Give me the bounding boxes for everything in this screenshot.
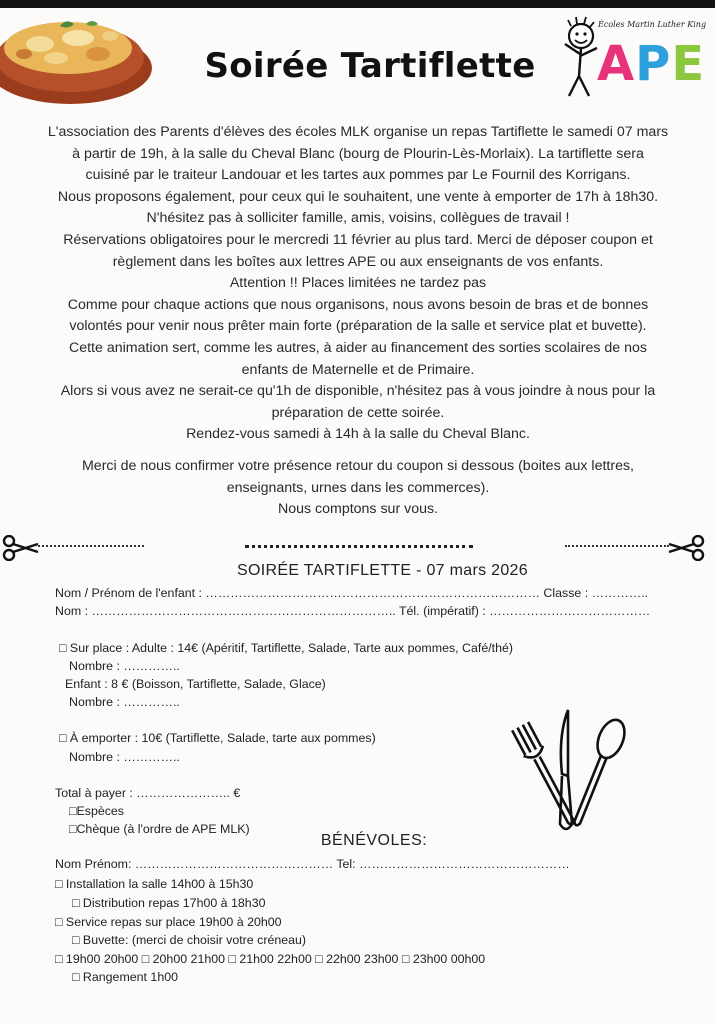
takeaway-count-field[interactable]: Nombre : ………….. [69,750,180,764]
service-slot-checkbox[interactable]: □ Service repas sur place 19h00 à 20h00 [55,915,282,929]
intro-line: enfants de Maternelle et de Primaire. [241,361,475,378]
intro-line: N'hésitez pas à solliciter famille, amis, voisins, collègues de travail ! [146,210,570,227]
dotted-line-center [245,545,473,548]
intro-line: Cette animation sert, comme les autres, à aider au financement des sorties scolaires de nos [68,339,648,356]
intro-line: volontés pour venir nous prêter main forte (préparation de la salle et service plat et buvette). [69,318,647,335]
child-count-field[interactable]: Nombre : ………….. [69,695,180,709]
intro-line: cuisiné par le traiteur Landouar et les tartes aux pommes par Le Fournil des Korrigans. [85,167,631,184]
intro-text [8,122,708,521]
distribution-slot-checkbox[interactable]: □ Distribution repas 17h00 à 18h30 [72,896,266,910]
coupon-title: SOIRÉE TARTIFLETTE - 07 mars 2026 [237,562,528,579]
intro-line: Merci de nous confirmer votre présence retour du coupon si dessous (boites aux lettres, [81,457,634,474]
intro-line: Rendez-vous samedi à 14h à la salle du Cheval Blanc. [186,426,530,443]
scissors-icon [667,535,705,561]
intro-line: Alors si vous avez ne serait-ce qu'1h de disponible, n'hésitez pas à vous joindre à nous pour la [60,383,656,400]
intro-line: L'association des Parents d'élèves des écoles MLK organise un repas Tartiflette le samedi 07 mars [47,124,669,140]
cut-line [0,533,715,563]
page-title: Soirée Tartiflette [204,46,536,86]
setup-slot-checkbox[interactable]: □ Installation la salle 14h00 à 15h30 [55,877,254,891]
scissors-icon [2,535,40,561]
total-field[interactable]: Total à payer : ………………….. € [55,786,241,800]
bar-time-slots[interactable]: □ 19h00 20h00 □ 20h00 21h00 □ 21h00 22h00 □ 22h00 23h00 □ 23h00 00h00 [55,952,486,966]
intro-line: Comme pour chaque actions que nous organisons, nous avons besoin de bras et de bonnes [67,296,649,313]
cheque-checkbox[interactable]: □Chèque (à l'ordre de APE MLK) [69,822,250,836]
fork-knife-spoon-icon [510,706,626,836]
intro-line: enseignants, urnes dans les commerces). [226,479,490,496]
dotted-line-left [38,545,144,547]
volunteers-title: BÉNÉVOLES: [320,832,428,849]
intro-line: Nous comptons sur vous. [277,501,439,518]
logo-letter-p: P [635,36,672,92]
dotted-line-right [565,545,669,547]
bar-slot-label[interactable]: □ Buvette: (merci de choisir votre créneau) [72,933,307,947]
adult-count-field[interactable]: Nombre : ………….. [69,659,180,673]
intro-line: préparation de cette soirée. [271,404,445,421]
intro-line: règlement dans les boîtes aux lettres APE ou aux enseignants de vos enfants. [112,253,604,270]
logo-caption: Écoles Martin Luther King [598,20,707,29]
intro-line: Nous proposons également, pour ceux qui le souhaitent, une vente à emporter de 17h à 18h30. [57,188,659,205]
sur-place-adult-option[interactable]: □ Sur place : Adulte : 14€ (Apéritif, Tartiflette, Salade, Tarte aux pommes, Café/thé) [59,641,514,655]
takeaway-option[interactable]: □ À emporter : 10€ (Tartiflette, Salade, tarte aux pommes) [59,731,376,745]
tartiflette-dish-image [0,6,152,106]
child-meal-label: Enfant : 8 € (Boisson, Tartiflette, Salade, Glace) [65,677,326,691]
cleanup-slot-checkbox[interactable]: □ Rangement 1h00 [72,970,178,984]
logo-letter-e: E [671,36,706,92]
cash-checkbox[interactable]: □Espèces [69,804,125,818]
intro-line: Attention !! Places limitées ne tardez pas [229,275,487,292]
ape-logo [597,36,705,92]
name-phone-field[interactable]: Nom : ……………………………………………………………….. Tél. (impératif) : ………………………………… [55,604,651,618]
logo-letter-a: A [597,36,636,92]
volunteer-name-phone-field[interactable]: Nom Prénom: ………………………………………… Tel: …………………………………………… [55,857,570,871]
child-name-class-field[interactable]: Nom / Prénom de l'enfant : ……………………………………………………………………… Classe : ………….. [55,586,649,600]
intro-spacer [8,446,708,456]
intro-line: à partir de 19h, à la salle du Cheval Blanc (bourg de Plourin-Lès-Morlaix). La tartiflette sera [72,145,644,162]
intro-line: Réservations obligatoires pour le mercredi 11 février au plus tard. Merci de déposer coupon et [63,231,653,248]
